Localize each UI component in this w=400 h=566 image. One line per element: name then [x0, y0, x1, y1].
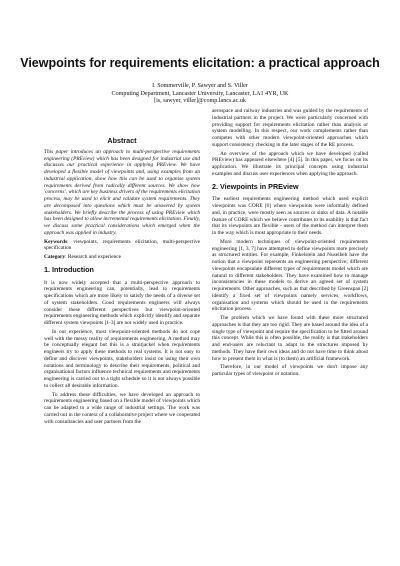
keywords-text: : viewpoints, requirements elicitation, multi-perspective specification	[44, 238, 200, 252]
paragraph: It is now widely accepted that a multi-perspective approach to requirements engineering can, potentially, lead to requirements specifications which are more likely to satisfy the needs of a diverse set of system stakeholders. Good requirements engineers will always consider these different perspectives but viewpoint-oriented requirements engineering methods which explicitly identify and separate different system viewpoints [1-3] are not widely used in practice.	[44, 279, 200, 326]
category	[44, 254, 200, 261]
paragraph: To address these difficulties, we have developed an approach to requirements engineering based on a flexible model of viewpoints which can be adapted to a wide range of industrial settings. The work was carried out in the context of a collaborative project where we cooperated with consultancies and user partners from the	[44, 391, 200, 425]
category-text: : Research and experience	[65, 254, 122, 260]
section-heading-viewpoints: 2. Viewpoints in PREview	[212, 181, 299, 191]
author-block	[0, 83, 400, 106]
paragraph: The problem which we have found with these more structured approaches is that they are too rigid. They are based around the idea of a single type of viewpoint and require the specification to be fitted around this concept. While this is often possible, the reality is that stakeholders and end-users are reluctant to adapt to the structures imposed by methods. They have their own ideas and do not have time to think about how to present them in what is (to them) an artificial framework.	[212, 315, 368, 362]
paper-title: Viewpoints for requirements elicitation: a practical approach	[20, 56, 380, 70]
paragraph: In our experience, most viewpoint-oriented methods do not cope well with the messy reality of requirements engineering. A method may be conceptually elegant but this is a straitjacket when requirements engineers try to apply these methods to real systems. It is not easy to define and discover viewpoints, stakeholders insist on using their own notations and terminology to describe their requirements, political and organisational factors influence technical requirements and requirements engineering is carried out to a tight schedule so it is not always possible to collect all desirable information.	[44, 328, 200, 389]
abstract-heading: Abstract	[107, 136, 137, 145]
right-column	[212, 108, 368, 380]
paragraph: An overview of the approach which we have developed (called PREview) has appeared elsewhere [4] [5]. In this paper, we focus on its application. We illustrate its principal concepts using industrial examples and discuss user experiences when applying the approach.	[212, 150, 368, 177]
paragraph: Therefore, in our model of viewpoints we don't impose any particular types of viewpoint or notation.	[212, 364, 368, 377]
abstract-text: This paper introduces an approach to multi-perspective requirements engineering (PREview) which has been designed for industrial use and discusses our practical experience in applying PREview. We have developed a flexible model of viewpoints and, using examples from an industrial application, show how this can be used to organise system requirements derived from radically different sources. We show how 'concerns', which are key business drivers of the requirements elicitation process, may be used to elicit and validate system requirements. They are decomposed into questions which must be answered by system stakeholders. We briefly describe the process of using PREview which has been designed to allow incremental requirements elicitation. Finally, we discuss some practical considerations which emerged when the approach was applied in industry.	[44, 148, 200, 236]
affiliation: Computing Department, Lancaster University, Lancaster, LA1 4YR, UK	[111, 90, 289, 97]
section-heading-introduction: 1. Introduction	[44, 264, 94, 274]
left-column	[44, 138, 200, 427]
keywords	[44, 239, 200, 253]
emails: [is, sawyer, viller]@comp.lancs.ac.uk	[154, 98, 246, 105]
paragraph: aerospace and railway industries and was guided by the requirements of industrial partners in the project. We were particularly concerned with providing support for requirements elicitation rather than analysis or system modelling. In this respect, our work complements rather than competes with other modern viewpoint-oriented approaches which support consistency checking in the later stages of the RE process.	[212, 108, 368, 148]
paragraph: More modern techniques of viewpoint-oriented requirements engineering [1, 3, 7] have attempted to define viewpoints more precisely as structured entities. For example, Finkelstein and Nuseibeh have the notion that a viewpoint represents an engineering perspective; different viewpoints encapsulate different types of requirements model which are natural to different stakeholders. They have examined how to manage inconsistencies in these models to derive an agreed set of system requirements. Other approaches, such as that described by Greenspan [2] identify a fixed set of viewpoints namely services, workflows, organisation and systems which should be used in the requirements elicitation process.	[212, 238, 368, 313]
authors: I. Sommerville, P. Sawyer and S. Viller	[152, 83, 248, 89]
keywords-label: Keywords	[44, 238, 68, 245]
category-label: Category	[44, 254, 66, 260]
paragraph: The earliest requirements engineering method which used explicit viewpoints was CORE [6] where viewpoints were informally defined and, in practice, were mostly seen as sources or sinks of data. A notable feature of CORE which we believe contributes to its usability is that fact that its viewpoints are flexible - users of the method can interpret them in the way which is most appropriate to their needs.	[212, 196, 368, 236]
